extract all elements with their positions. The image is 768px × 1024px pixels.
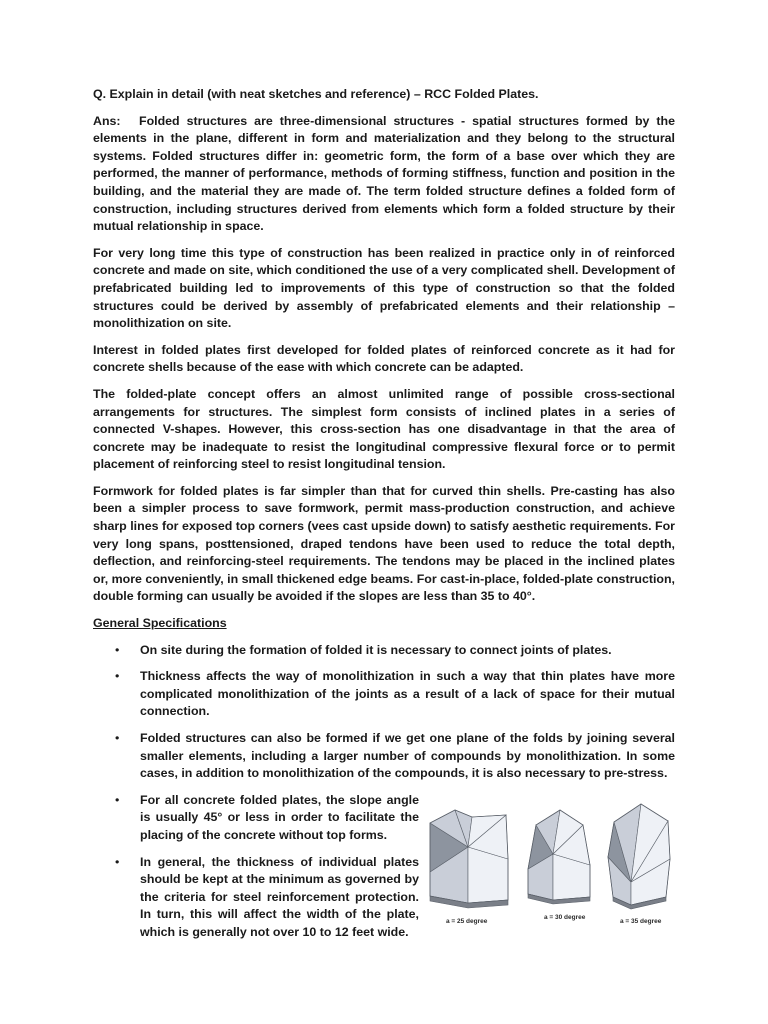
bullet-item-1 bbox=[93, 642, 675, 660]
caption-35: a = 35 degree bbox=[620, 917, 662, 925]
bullet-text: Thickness affects the way of monolithization in such a way that thin plates have more complicated monolithization of the joints as a result of a lack of space for their mutual connection. bbox=[140, 669, 675, 719]
bullet-item-4 bbox=[93, 792, 419, 845]
question-heading: Q. Explain in detail (with neat sketches and reference) – RCC Folded Plates. bbox=[93, 87, 539, 101]
bullet-text: In general, the thickness of individual plates should be kept at the minimum as governed by the criteria for steel reinforcement protection. In turn, this will affect the width of the plate, which is generally not over 10 to 12 feet wide. bbox=[140, 854, 419, 939]
bullet-text: For all concrete folded plates, the slope angle is usually 45° or less in order to facilitate the placing of the concrete without top forms. bbox=[140, 792, 419, 842]
folded-plates-figure bbox=[428, 797, 678, 932]
folded-model-25 bbox=[430, 810, 508, 908]
bullet-text: On site during the formation of folded it is necessary to connect joints of plates. bbox=[140, 642, 612, 657]
bullet-icon: • bbox=[115, 642, 120, 657]
bullet-icon: • bbox=[115, 731, 120, 745]
section-heading: General Specifications bbox=[93, 616, 227, 631]
caption-30: a = 30 degree bbox=[544, 913, 586, 921]
folded-model-30 bbox=[528, 810, 590, 904]
bottom-section bbox=[93, 792, 675, 942]
paragraph-1 bbox=[93, 113, 675, 236]
folded-model-35 bbox=[608, 804, 670, 909]
bullet-list bbox=[93, 642, 675, 783]
bullet-item-5 bbox=[93, 854, 419, 942]
caption-25: a = 25 degree bbox=[446, 917, 488, 925]
bullet-icon: • bbox=[115, 792, 120, 807]
paragraph-5: Formwork for folded plates is far simpler than that for curved thin shells. Pre-casting has also been a simpler process to save formwork, permit mass-production construction, and achieve sharp lines for exposed top corners (vees cast upside down) to satisfy aesthetic requirements. For very long spans, posttensioned, draped tendons have been used to reduce the total depth, deflection, and reinforcing-steel requirements. The tendons may be placed in the inclined plates or, more conveniently, in small thickened edge beams. For cast-in-place, folded-plate construction, double forming can usually be avoided if the slopes are less than 35 to 40°. bbox=[93, 483, 675, 604]
paragraph-1-text: Folded structures are three-dimensional structures - spatial structures formed by the elements in the plane, different in form and materialization and they belong to the structural systems. Folded structures differ in: geometric form, the form of a base over which they are performed, the manner of performance, methods of forming stiffness, function and position in the building, and the material they are made of. The term folded structure defines a folded form of construction, including structures derived from elements which form a folded structure by their mutual relationship in space. bbox=[93, 113, 675, 234]
bullet-icon: • bbox=[115, 854, 120, 869]
paragraph-4: The folded-plate concept offers an almost unlimited range of possible cross-sectional arrangements for structures. The simplest form consists of inclined plates in a series of connected V-shapes. However, this cross-section has one disadvantage in that the area of concrete may be inadequate to resist the longitudinal compressive flexural force or to permit placement of reinforcing steel to resist longitudinal tension. bbox=[93, 386, 675, 472]
bullet-icon: • bbox=[115, 669, 120, 684]
paragraph-3: Interest in folded plates first developed for folded plates of reinforced concrete as it had for concrete shells because of the ease with which concrete can be adapted. bbox=[93, 342, 675, 375]
bullet-item-3 bbox=[93, 730, 675, 783]
paragraph-2: For very long time this type of construction has been realized in practice only in of reinforced concrete and made on site, which conditioned the use of a very complicated shell. Development of prefabricated building led to improvements of this type of construction so that the folded structures could be derived by assembly of prefabricated elements and their relationship – monolithization on site. bbox=[93, 245, 675, 331]
document-body bbox=[93, 86, 675, 951]
bullet-list-narrow bbox=[93, 792, 419, 942]
bullet-item-2 bbox=[93, 668, 675, 721]
folded-plates-illustration bbox=[428, 797, 678, 932]
answer-label: Ans: bbox=[93, 113, 121, 128]
bullet-text: Folded structures can also be formed if we get one plane of the folds by joining several smaller elements, including a larger number of compounds by monolithization. In some cases, in addition to monolithization of the compounds, it is also necessary to pre-stress. bbox=[140, 731, 675, 781]
